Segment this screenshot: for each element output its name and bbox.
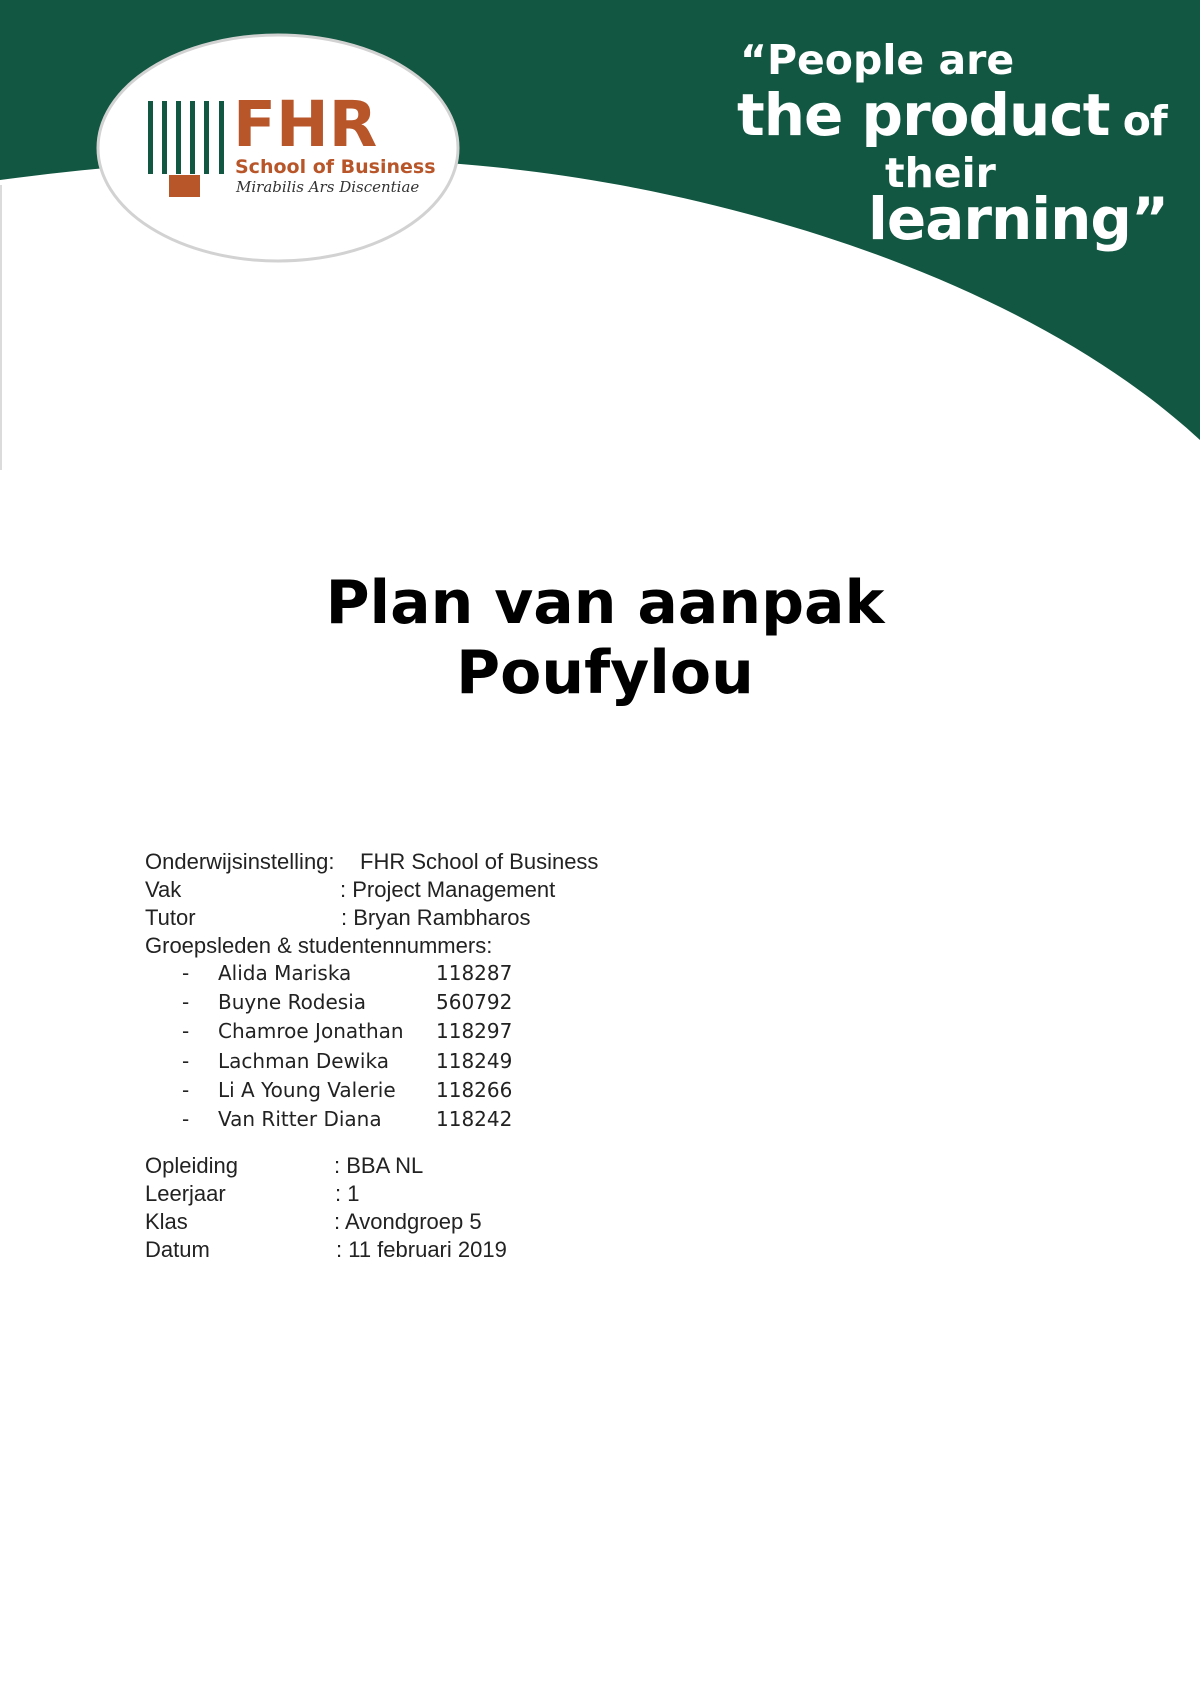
member-number: 118287 <box>436 961 513 985</box>
logo-wordmark: FHR <box>233 88 378 161</box>
member-name: Lachman Dewika <box>218 1049 389 1073</box>
date-value: : 11 februari 2019 <box>336 1237 507 1262</box>
year-label: Leerjaar <box>145 1181 226 1206</box>
member-number: 118266 <box>436 1078 513 1102</box>
program-value: : BBA NL <box>334 1153 424 1178</box>
member-dash: - <box>182 961 190 985</box>
document-title: Plan van aanpak <box>325 568 885 638</box>
member-dash: - <box>182 1107 190 1131</box>
member-name: Li A Young Valerie <box>218 1078 396 1102</box>
member-number: 118242 <box>436 1107 513 1131</box>
quote-line-3: their <box>885 149 996 197</box>
member-name: Chamroe Jonathan <box>218 1019 404 1043</box>
date-row <box>145 1237 507 1262</box>
year-value: : 1 <box>335 1181 360 1206</box>
class-label: Klas <box>145 1209 188 1234</box>
member-dash: - <box>182 1019 190 1043</box>
quote-line-2-main: the product <box>737 81 1110 149</box>
subject-value: : Project Management <box>340 877 556 902</box>
subject-label: Vak <box>145 877 182 902</box>
program-row <box>145 1153 424 1178</box>
member-number: 118249 <box>436 1049 513 1073</box>
class-value: : Avondgroep 5 <box>334 1209 482 1234</box>
member-name: Van Ritter Diana <box>218 1107 382 1131</box>
quote-line-2 <box>737 81 1167 149</box>
institution-value: FHR School of Business <box>360 849 599 874</box>
member-name: Buyne Rodesia <box>218 990 367 1014</box>
logo-motto: Mirabilis Ars Discentiae <box>236 178 420 196</box>
member-number: 560792 <box>436 990 513 1014</box>
quote-line-1: “People are <box>740 36 1015 84</box>
quote-line-4: learning” <box>868 185 1169 253</box>
member-dash: - <box>182 1078 190 1102</box>
class-row <box>145 1209 482 1234</box>
date-label: Datum <box>145 1237 210 1262</box>
members-heading <box>145 935 492 957</box>
logo-subtitle: School of Business <box>235 156 436 178</box>
program-label: Opleiding <box>145 1153 238 1178</box>
member-name: Alida Mariska <box>218 961 352 985</box>
year-row <box>145 1181 360 1206</box>
member-dash: - <box>182 1049 190 1073</box>
quote-line-2-small: of <box>1109 97 1167 145</box>
institution-label: Onderwijsinstelling: <box>145 849 335 874</box>
members-label: Groepsleden & studentennummers: <box>145 933 493 958</box>
tutor-label: Tutor <box>145 905 196 930</box>
tutor-row <box>145 905 531 930</box>
document-subtitle: Poufylou <box>456 638 754 708</box>
member-number: 118297 <box>436 1019 513 1043</box>
institution-row <box>145 849 599 874</box>
member-dash: - <box>182 990 190 1014</box>
tutor-value: : Bryan Rambharos <box>341 905 531 930</box>
subject-row <box>145 877 556 902</box>
